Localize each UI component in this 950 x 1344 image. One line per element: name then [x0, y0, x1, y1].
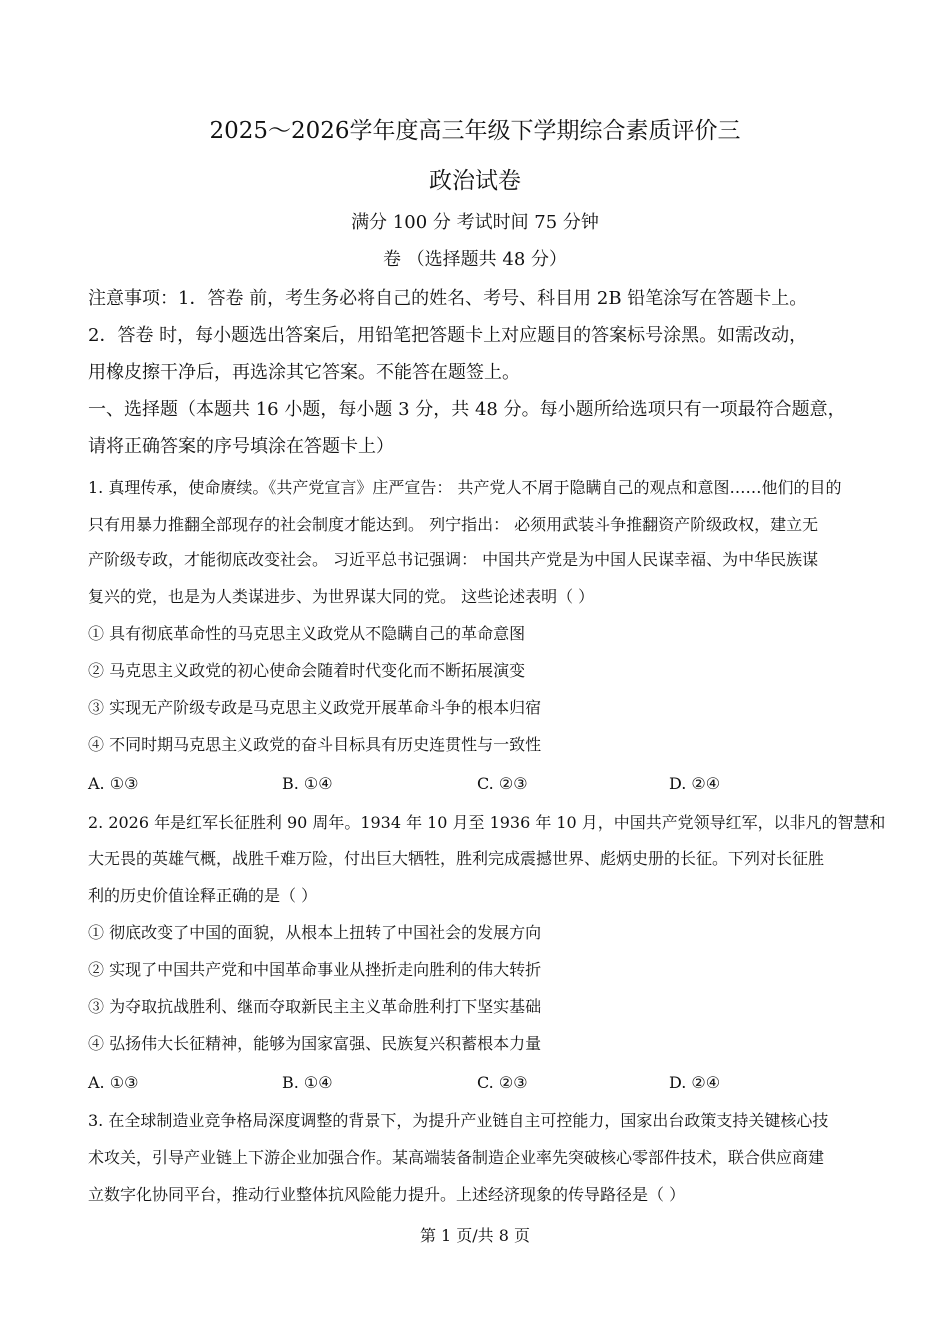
notice-line-2: 2．答卷 时，每小题选出答案后，用铅笔把答题卡上对应题目的答案标号涂黑。如需改动，: [88, 325, 808, 346]
q1-option-d: D. ②④: [669, 774, 721, 793]
section-line-1: 一、选择题（本题共 16 小题，每小题 3 分，共 48 分。每小题所给选项只有一项最符合题意，: [88, 399, 846, 420]
notice-line-3: 用橡皮擦干净后，再选涂其它答案。不能答在题签上。: [88, 362, 520, 383]
q2-item: ① 彻底改变了中国的面貌，从根本上扭转了中国社会的发展方向: [88, 923, 542, 942]
q1-option-c: C. ②③: [477, 774, 528, 793]
page-number: 第 1 页/共 8 页: [419, 1226, 531, 1245]
q2-stem-line: 大无畏的英雄气概，战胜千难万险，付出巨大牺牲，胜利完成震撼世界、彪炳史册的长征。下列对长征胜: [88, 849, 825, 868]
q2-item: ③ 为夺取抗战胜利、继而夺取新民主主义革命胜利打下坚实基础: [88, 997, 542, 1016]
part-heading: 卷 （选择题共 48 分）: [382, 249, 568, 270]
q1-stem-line: 1. 真理传承，使命赓续。《共产党宣言》庄严宣告： 共产党人不屑于隐瞒自己的观点和意图……他们的目的: [88, 478, 842, 497]
subject-title: 政治试卷: [429, 168, 521, 194]
q2-item: ④ 弘扬伟大长征精神，能够为国家富强、民族复兴积蓄根本力量: [88, 1034, 542, 1053]
q3-stem-line: 3. 在全球制造业竞争格局深度调整的背景下，为提升产业链自主可控能力，国家出台政策支持关键核心技: [88, 1111, 829, 1130]
q1-item: ④ 不同时期马克思主义政党的奋斗目标具有历史连贯性与一致性: [88, 735, 542, 754]
q2-option-c: C. ②③: [477, 1073, 528, 1092]
score-time: 满分 100 分 考试时间 75 分钟: [351, 212, 599, 233]
notice-line-1: 注意事项：1．答卷 前，考生务必将自己的姓名、考号、科目用 2B 铅笔涂写在答题卡上。: [88, 288, 808, 309]
q1-option-b: B. ①④: [282, 774, 333, 793]
q1-item: ② 马克思主义政党的初心使命会随着时代变化而不断拓展演变: [88, 661, 526, 680]
q1-item: ① 具有彻底革命性的马克思主义政党从不隐瞒自己的革命意图: [88, 624, 526, 643]
q2-option-d: D. ②④: [669, 1073, 721, 1092]
q1-stem-line: 产阶级专政，才能彻底改变社会。 习近平总书记强调： 中国共产党是为中国人民谋幸福、为中华民族谋: [88, 550, 819, 569]
q1-stem-line: 复兴的党，也是为人类谋进步、为世界谋大同的党。 这些论述表明（ ）: [88, 587, 595, 606]
q2-option-a: A. ①③: [88, 1073, 139, 1092]
q1-item: ③ 实现无产阶级专政是马克思主义政党开展革命斗争的根本归宿: [88, 698, 542, 717]
q3-stem-line: 术攻关，引导产业链上下游企业加强合作。某高端装备制造企业率先突破核心零部件技术，联合供应商建: [88, 1148, 825, 1167]
q2-option-b: B. ①④: [282, 1073, 333, 1092]
exam-title: 2025～2026学年度高三年级下学期综合素质评价三: [209, 118, 741, 144]
section-line-2: 请将正确答案的序号填涂在答题卡上）: [88, 436, 394, 457]
q1-stem-line: 只有用暴力推翻全部现存的社会制度才能达到。 列宁指出： 必须用武装斗争推翻资产阶级政权，建立无: [88, 515, 819, 534]
q2-item: ② 实现了中国共产党和中国革命事业从挫折走向胜利的伟大转折: [88, 960, 542, 979]
q3-stem-line: 立数字化协同平台，推动行业整体抗风险能力提升。上述经济现象的传导路径是（ ）: [88, 1185, 686, 1204]
q2-stem-line: 利的历史价值诠释正确的是（ ）: [88, 886, 318, 905]
q2-stem-line: 2. 2026 年是红军长征胜利 90 周年。1934 年 10 月至 1936 年 10 月，中国共产党领导红军，以非凡的智慧和: [88, 813, 886, 832]
q1-option-a: A. ①③: [88, 774, 139, 793]
